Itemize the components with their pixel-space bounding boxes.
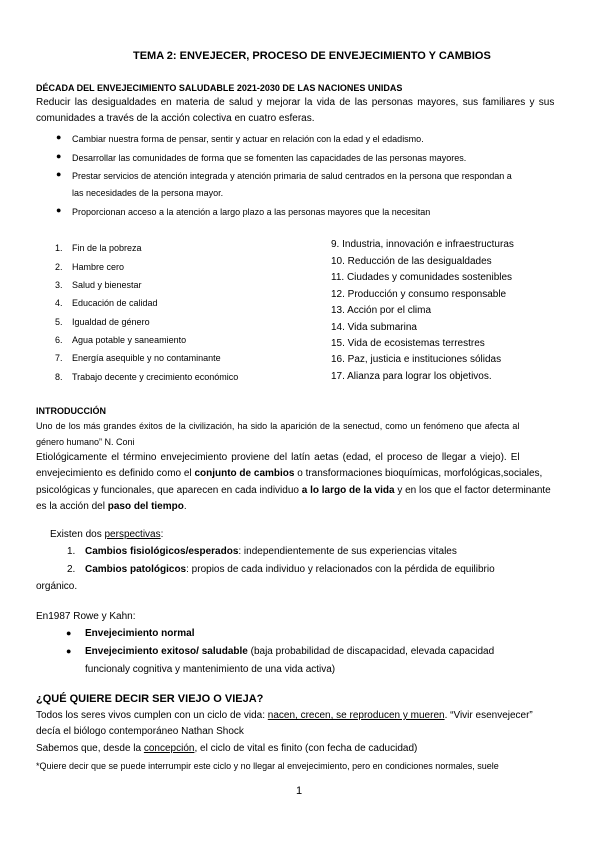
perspective-item-2 [85,564,495,575]
old-line-2: decía el biólogo contemporáneo Nathan Shock [36,726,244,737]
goal-number: 4. [55,298,63,308]
bullet-dot: ● [56,169,62,179]
intro-quote-line-1: Uno de los más grandes éxitos de la civilización, ha sido la aparición de la senectud, como un fenómeno que afecta al [36,421,520,431]
intro-text: envejecimiento es definido como el [36,468,195,479]
page-number: 1 [296,785,303,797]
perspective-item-1 [85,546,457,557]
goal-item: 14. Vida submarina [331,322,417,333]
decade-bullet-3-cont: las necesidades de la persona mayor. [72,188,224,198]
perspective-number: 1. [67,546,76,557]
goal-label: Energía asequible y no contaminante [72,353,221,363]
rowe-term: Envejecimiento exitoso/ saludable [85,646,248,657]
goal-number: 6. [55,335,63,345]
bullet-dot: ● [56,132,62,142]
goal-item: 12. Producción y consumo responsable [331,289,507,300]
intro-text: psicológicas y funcionales, que aparecen en cada individuo [36,485,302,496]
goal-label: Fin de la pobreza [72,243,142,253]
goal-label: Hambre cero [72,262,125,272]
intro-emphasis: conjunto de cambios [194,468,295,479]
rowe-text: (baja probabilidad de discapacidad, elevada capacidad [247,646,495,657]
goal-item: 17. Alianza para lograr los objetivos. [331,371,492,382]
perspective-text: : independientemente de sus experiencias vitales [238,546,457,557]
old-heading: ¿QUÉ QUIERE DECIR SER VIEJO O VIEJA? [36,693,264,705]
old-line-4: *Quiere decir que se puede interrumpir este ciclo y no llegar al envejecimiento, pero en condiciones normales, suele [36,761,499,771]
rowe-kahn-lead: En1987 Rowe y Kahn: [36,611,136,622]
perspective-item-2-cont: orgánico. [36,581,78,592]
intro-text: es la acción del [36,501,108,512]
goal-label: Salud y bienestar [72,280,142,290]
perspective-number: 2. [67,564,76,575]
goal-item: 11. Ciudades y comunidades sostenibles [331,272,513,283]
intro-paragraph-line-1: Etiológicamente el término envejecimiento proviene del latín aetas (edad, el proceso de llegar a viejo). El [36,452,520,463]
goal-label: Igualdad de género [72,317,150,327]
decade-bullet-4: Proporcionan acceso a la atención a largo plazo a las personas mayores que la necesitan [72,207,431,217]
rowe-item-normal: Envejecimiento normal [85,628,195,639]
goal-label: Agua potable y saneamiento [72,335,187,345]
intro-heading: INTRODUCCIÓN [36,406,106,416]
decade-intro-line-1: Reducir las desigualdades en materia de salud y mejorar la vida de las personas mayores, sus familiares y sus [36,97,555,108]
old-text: Sabemos que, desde la [36,743,144,754]
goal-number: 2. [55,262,63,272]
perspective-term: Cambios patológicos [85,564,187,575]
intro-paragraph-line-3 [36,485,551,496]
goal-number: 1. [55,243,63,253]
decade-intro-line-2: comunidades a través de la acción colectiva en cuatro esferas. [36,113,315,124]
decade-bullet-3: Prestar servicios de atención integrada y atención primaria de salud centrados en la persona que respondan a [72,171,512,181]
goal-item: 10. Reducción de las desigualdades [331,256,492,267]
goal-item: 15. Vida de ecosistemas terrestres [331,338,485,349]
intro-text: y en los que el factor determinante [394,485,551,496]
decade-bullet-1: Cambiar nuestra forma de pensar, sentir y actuar en relación con la edad y el edadismo. [72,134,424,144]
intro-quote-line-2: género humano” N. Coni [36,437,135,447]
perspective-text: : propios de cada individuo y relacionados con la pérdida de equilibrio [186,564,495,575]
old-line-1 [36,710,533,721]
goal-number: 5. [55,317,63,327]
intro-emphasis: a lo largo de la vida [301,485,395,496]
old-underlined: concepción [143,743,195,754]
decade-bullet-2: Desarrollar las comunidades de forma que se fomenten las capacidades de las personas mayores. [72,153,467,163]
bullet-dot: ● [56,205,62,215]
goal-number: 3. [55,280,63,290]
decade-heading: DÉCADA DEL ENVEJECIMIENTO SALUDABLE 2021-2030 DE LAS NACIONES UNIDAS [36,83,403,93]
intro-paragraph-line-4 [36,501,187,512]
rowe-item-exitoso [85,646,494,657]
intro-text: o transformaciones bioquímicas, morfológicas,sociales, [294,468,543,479]
goal-label: Educación de calidad [72,298,158,308]
intro-paragraph-line-2 [36,468,542,479]
old-line-3 [36,743,417,754]
perspectives-lead [50,529,163,540]
perspective-term: Cambios fisiológicos/esperados [85,546,239,557]
intro-text: . [183,501,187,512]
bullet-dot: ● [66,646,72,656]
rowe-item-exitoso-cont: funcionaly cognitiva y mantenimiento de una vida activa) [85,664,336,675]
old-text: Todos los seres vivos cumplen con un ciclo de vida: [36,710,268,721]
goal-item: 13. Acción por el clima [331,305,432,316]
bullet-dot: ● [56,151,62,161]
old-text: , el ciclo de vital es finito (con fecha de caducidad) [194,743,418,754]
perspectives-text: : [160,529,164,540]
goal-number: 7. [55,353,63,363]
goal-item: 16. Paz, justicia e instituciones sólidas [331,354,502,365]
goal-number: 8. [55,372,63,382]
old-underlined: nacen, crecen, se reproducen y mueren [267,710,445,721]
goal-label: Trabajo decente y crecimiento económico [72,372,239,382]
document-title: TEMA 2: ENVEJECER, PROCESO DE ENVEJECIMIENTO Y CAMBIOS [133,50,491,62]
old-text: . “Vivir esenvejecer” [444,710,533,721]
perspectives-text: Existen dos [50,529,105,540]
goal-item: 9. Industria, innovación e infraestructuras [331,239,514,250]
bullet-dot: ● [66,628,72,638]
intro-emphasis: paso del tiempo [107,501,184,512]
perspectives-keyword: perspectivas [104,529,161,540]
